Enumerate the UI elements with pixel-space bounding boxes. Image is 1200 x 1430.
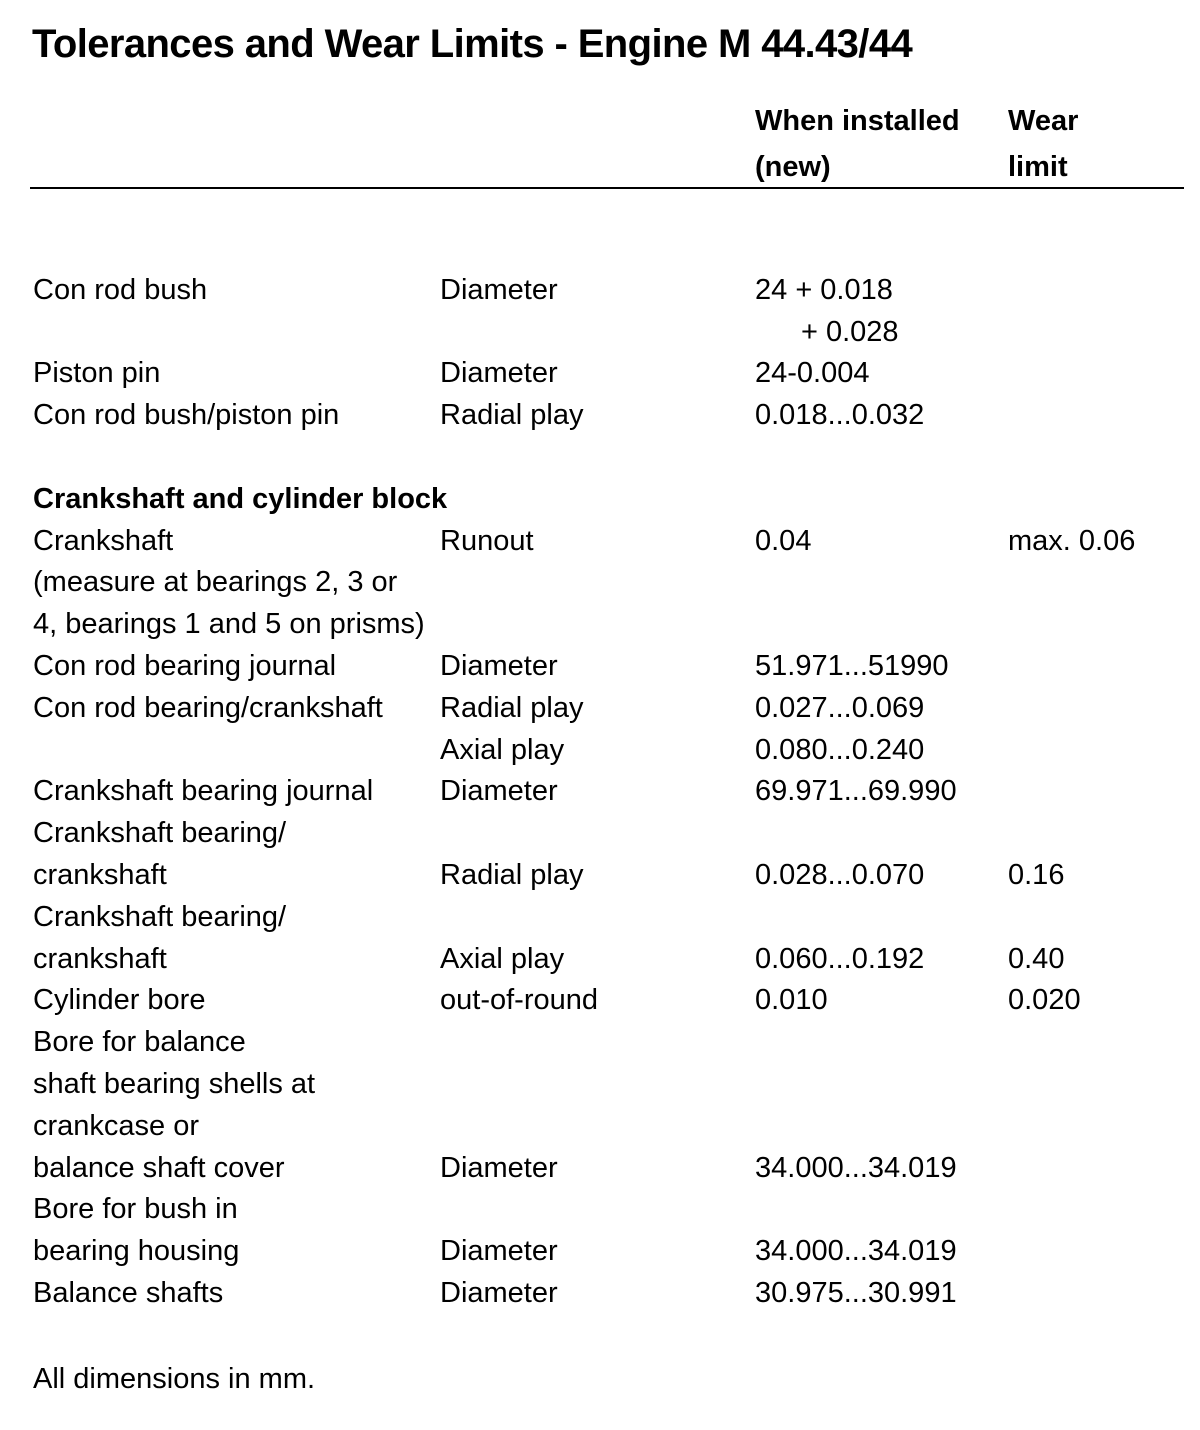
row-parameter: Diameter bbox=[440, 649, 558, 682]
row-value-new: 34.000...34.019 bbox=[755, 1151, 957, 1184]
footer-note: All dimensions in mm. bbox=[33, 1363, 316, 1395]
table-row bbox=[0, 312, 1200, 354]
row-item: Crankshaft bbox=[33, 524, 174, 557]
row-value-new: 0.010 bbox=[755, 984, 828, 1017]
row-value-new: 24-0.004 bbox=[755, 357, 870, 390]
table-row bbox=[0, 1148, 1200, 1190]
row-parameter: Runout bbox=[440, 524, 534, 557]
row-parameter: out-of-round bbox=[440, 984, 598, 1017]
table-row bbox=[0, 228, 1200, 270]
section-heading-row bbox=[0, 479, 1200, 521]
header-when-installed-line2: (new) bbox=[755, 151, 831, 183]
row-item: shaft bearing shells at bbox=[33, 1067, 316, 1100]
header-divider bbox=[30, 187, 1184, 189]
table-row bbox=[0, 688, 1200, 730]
row-parameter: Radial play bbox=[440, 858, 584, 891]
row-value-new: 0.060...0.192 bbox=[755, 942, 925, 975]
tolerance-table bbox=[0, 228, 1200, 1315]
row-item: Crankshaft bearing journal bbox=[33, 775, 374, 808]
row-item: Crankshaft bearing/ bbox=[33, 900, 287, 933]
header-when-installed bbox=[755, 98, 960, 190]
table-row bbox=[0, 604, 1200, 646]
row-value-new: 51.971...51990 bbox=[755, 649, 949, 682]
table-row bbox=[0, 980, 1200, 1022]
table-row bbox=[0, 562, 1200, 604]
row-item: (measure at bearings 2, 3 or bbox=[33, 566, 398, 599]
header-when-installed-line1: When installed bbox=[755, 105, 960, 137]
row-item: crankshaft bbox=[33, 942, 167, 975]
table-row bbox=[0, 1231, 1200, 1273]
row-value-new: 0.028...0.070 bbox=[755, 858, 925, 891]
row-parameter: Radial play bbox=[440, 691, 584, 724]
row-parameter: Diameter bbox=[440, 1151, 558, 1184]
table-row bbox=[0, 437, 1200, 479]
table-row bbox=[0, 855, 1200, 897]
row-item: Crankshaft and cylinder block bbox=[33, 482, 448, 515]
row-item: Con rod bush/piston pin bbox=[33, 399, 340, 432]
row-parameter: Radial play bbox=[440, 399, 584, 432]
row-wear-limit: 0.16 bbox=[1008, 858, 1065, 891]
table-row bbox=[0, 813, 1200, 855]
row-item: 4, bearings 1 and 5 on prisms) bbox=[33, 608, 425, 641]
row-wear-limit: 0.020 bbox=[1008, 984, 1081, 1017]
header-wear-limit-line1: Wear bbox=[1008, 105, 1079, 137]
table-row bbox=[0, 521, 1200, 563]
row-item: crankcase or bbox=[33, 1109, 200, 1142]
table-row bbox=[0, 1273, 1200, 1315]
header-wear-limit bbox=[1008, 98, 1078, 190]
row-wear-limit: max. 0.06 bbox=[1008, 524, 1136, 557]
row-parameter: Diameter bbox=[440, 775, 558, 808]
row-item: Con rod bearing journal bbox=[33, 649, 337, 682]
table-row bbox=[0, 730, 1200, 772]
row-value-new: + 0.028 bbox=[801, 315, 899, 348]
row-item: Balance shafts bbox=[33, 1276, 224, 1309]
row-value-new: 0.080...0.240 bbox=[755, 733, 925, 766]
row-item: Bore for balance bbox=[33, 1026, 246, 1059]
row-item: Con rod bearing/crankshaft bbox=[33, 691, 383, 724]
table-row bbox=[0, 270, 1200, 312]
row-value-new: 0.04 bbox=[755, 524, 812, 557]
table-row bbox=[0, 646, 1200, 688]
row-value-new: 0.018...0.032 bbox=[755, 399, 925, 432]
row-item: balance shaft cover bbox=[33, 1151, 285, 1184]
table-row bbox=[0, 353, 1200, 395]
table-row bbox=[0, 1106, 1200, 1148]
table-row bbox=[0, 395, 1200, 437]
row-item: Con rod bush bbox=[33, 273, 208, 306]
row-item: crankshaft bbox=[33, 858, 167, 891]
row-parameter: Diameter bbox=[440, 1276, 558, 1309]
row-item: bearing housing bbox=[33, 1235, 240, 1268]
row-item: Piston pin bbox=[33, 357, 161, 390]
row-value-new: 24 + 0.018 bbox=[755, 273, 893, 306]
table-row bbox=[0, 1064, 1200, 1106]
row-wear-limit: 0.40 bbox=[1008, 942, 1065, 975]
table-row bbox=[0, 1189, 1200, 1231]
table-row bbox=[0, 939, 1200, 981]
header-wear-limit-line2: limit bbox=[1008, 151, 1068, 183]
table-row bbox=[0, 897, 1200, 939]
row-parameter: Axial play bbox=[440, 942, 565, 975]
row-value-new: 0.027...0.069 bbox=[755, 691, 925, 724]
row-item: Crankshaft bearing/ bbox=[33, 817, 287, 850]
row-parameter: Diameter bbox=[440, 1235, 558, 1268]
table-row bbox=[0, 1022, 1200, 1064]
row-value-new: 69.971...69.990 bbox=[755, 775, 957, 808]
row-value-new: 34.000...34.019 bbox=[755, 1235, 957, 1268]
table-row bbox=[0, 771, 1200, 813]
row-parameter: Diameter bbox=[440, 357, 558, 390]
page-title: Tolerances and Wear Limits - Engine M 44.43/44 bbox=[32, 22, 913, 66]
row-item: Cylinder bore bbox=[33, 984, 206, 1017]
row-item: Bore for bush in bbox=[33, 1193, 238, 1226]
row-value-new: 30.975...30.991 bbox=[755, 1276, 957, 1309]
row-parameter: Diameter bbox=[440, 273, 558, 306]
row-parameter: Axial play bbox=[440, 733, 565, 766]
